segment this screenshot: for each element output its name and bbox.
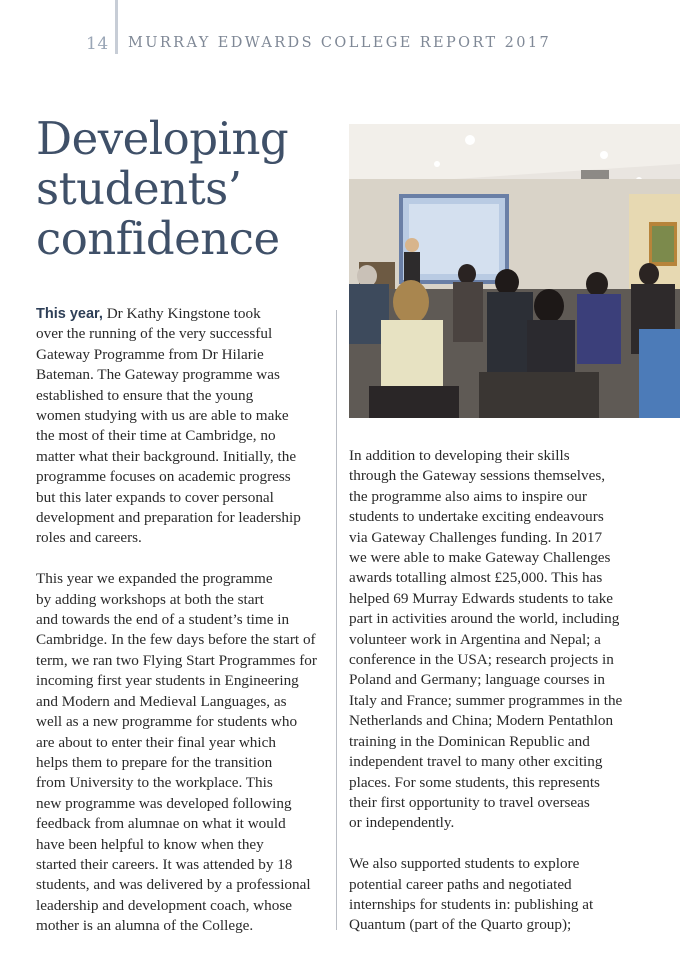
paragraph-line: over the running of the very successful (36, 325, 273, 343)
paragraph-line: students to undertake exciting endeavours (349, 508, 604, 526)
running-title: MURRAY EDWARDS COLLEGE REPORT 2017 (128, 35, 552, 51)
paragraph-line: and Modern and Medieval Languages, as (36, 692, 287, 710)
lead-in: This year, (36, 306, 103, 322)
paragraph-line: or independently. (349, 814, 455, 832)
paragraph-line: programme focuses on academic progress (36, 468, 291, 486)
paragraph-line: Cambridge. In the few days before the start of (36, 631, 316, 649)
paragraph-line: incoming first year students in Engineering (36, 672, 299, 690)
page-number: 14 (86, 34, 109, 54)
paragraph-line: students, and was delivered by a professional (36, 876, 311, 894)
paragraph-line: feedback from alumnae on what it would (36, 815, 286, 833)
paragraph-line: volunteer work in Argentina and Nepal; a (349, 630, 601, 648)
paragraph-line: their first opportunity to travel overseas (349, 793, 590, 811)
paragraph-line: Quantum (part of the Quarto group); (349, 916, 572, 934)
paragraph-line: started their careers. It was attended by 18 (36, 855, 293, 873)
paragraph-line: matter what their background. Initially, the (36, 447, 297, 465)
paragraph-line: part in activities around the world, including (349, 610, 620, 628)
paragraph-line: development and preparation for leadership (36, 509, 301, 527)
paragraph-line: Netherlands and China; Modern Pentathlon (349, 712, 614, 730)
paragraph-line: are about to enter their final year which (36, 733, 276, 751)
headline-line: Developing (36, 112, 289, 165)
paragraph-line: Italy and France; summer programmes in the (349, 691, 623, 709)
paragraph-line: mother is an alumna of the College. (36, 917, 254, 935)
paragraph-line: roles and careers. (36, 529, 142, 547)
paragraph-gap (349, 834, 645, 854)
paragraph-line: well as a new programme for students who (36, 713, 298, 731)
right-column (349, 446, 645, 936)
paragraph-line: helps them to prepare for the transition (36, 753, 273, 771)
paragraph-line: we were able to make Gateway Challenges (349, 549, 611, 567)
paragraph-line: independent travel to many other exciting (349, 753, 603, 771)
paragraph-line: but this later expands to cover personal (36, 488, 274, 506)
headline-line: confidence (36, 212, 280, 265)
paragraph-line: term, we ran two Flying Start Programmes for (36, 651, 317, 669)
paragraph-line: the programme also aims to inspire our (349, 487, 587, 505)
paragraph-line: leadership and development coach, whose (36, 896, 292, 914)
article-headline (36, 114, 336, 264)
paragraph-line: by adding workshops at both the start (36, 590, 264, 608)
header-divider (115, 0, 118, 54)
paragraph-line: awards totalling almost £25,000. This has (349, 569, 603, 587)
paragraph-line: established to ensure that the young (36, 386, 254, 404)
paragraph-line: from University to the workplace. This (36, 774, 273, 792)
paragraph-line: We also supported students to explore (349, 855, 580, 873)
column-divider (336, 310, 337, 930)
paragraph-line: Bateman. The Gateway programme was (36, 366, 280, 384)
paragraph-line: helped 69 Murray Edwards students to take (349, 589, 614, 607)
left-column (36, 304, 332, 937)
paragraph-line: the most of their time at Cambridge, no (36, 427, 276, 445)
paragraph-line: This year, Dr Kathy Kingstone took (36, 305, 261, 322)
paragraph-line: training in the Dominican Republic and (349, 732, 590, 750)
paragraph-line: conference in the USA; research projects in (349, 651, 614, 669)
paragraph-line: via Gateway Challenges funding. In 2017 (349, 528, 603, 546)
paragraph-gap (36, 549, 332, 569)
paragraph-line: internships for students in: publishing at (349, 895, 594, 913)
paragraph-line: This year we expanded the programme (36, 570, 273, 588)
paragraph-line: Gateway Programme from Dr Hilarie (36, 345, 264, 363)
paragraph-line: and towards the end of a student’s time in (36, 611, 290, 629)
paragraph-line: through the Gateway sessions themselves, (349, 467, 606, 485)
paragraph-line: places. For some students, this represents (349, 773, 600, 791)
paragraph-line: new programme was developed following (36, 794, 292, 812)
paragraph-line: have been helpful to know when they (36, 835, 264, 853)
headline-line: students’ (36, 162, 242, 215)
paragraph-line: Poland and Germany; language courses in (349, 671, 606, 689)
lecture-room-photo (349, 124, 680, 418)
paragraph-line: In addition to developing their skills (349, 447, 570, 464)
paragraph-line: potential career paths and negotiated (349, 875, 572, 893)
paragraph-line: women studying with us are able to make (36, 407, 289, 425)
